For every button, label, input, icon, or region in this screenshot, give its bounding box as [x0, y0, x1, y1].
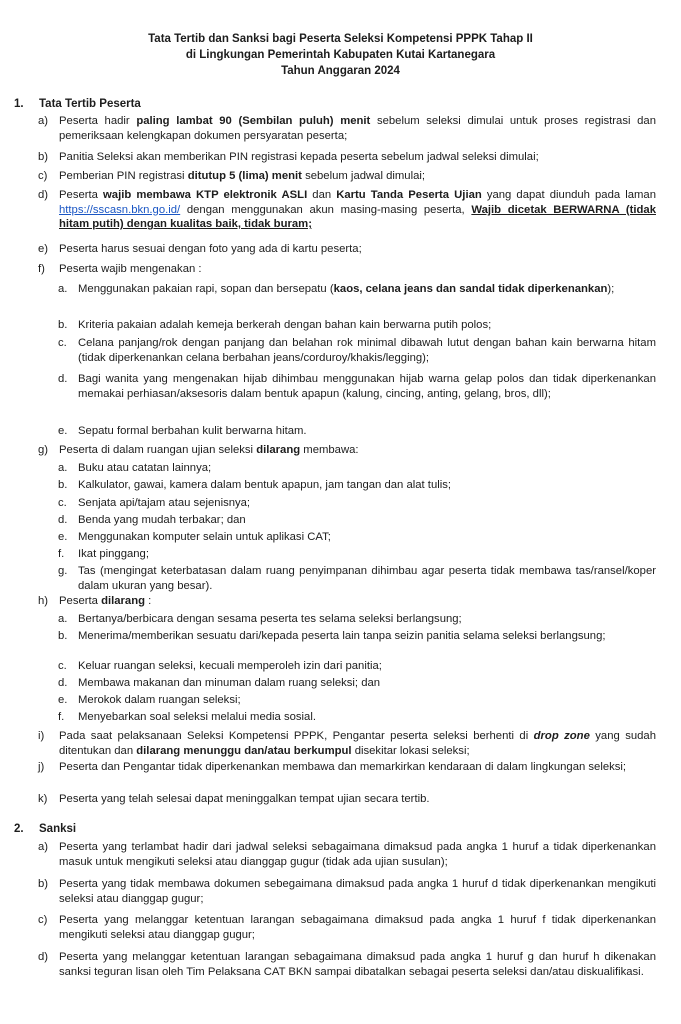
- sanction-2a-label: a): [38, 841, 49, 853]
- rule-1d-text-3: yang dapat diunduh pada laman: [481, 189, 656, 201]
- rule-1h-f: [58, 710, 656, 725]
- sanction-2c-text: Peserta yang melanggar ketentuan larangan sebagaimana dimaksud pada angka 1 huruf f tidak diperkenankan mengikuti seleksi atau dianggap gugur;: [59, 914, 656, 941]
- section-2-number: 2.: [14, 823, 24, 835]
- rule-1f-c-label: c.: [58, 337, 67, 349]
- rule-1f-a-text-1: Menggunakan pakaian rapi, sopan dan bersepatu (: [78, 283, 334, 295]
- rule-1b: [38, 150, 656, 165]
- rule-1f-a: [58, 282, 656, 297]
- sanction-2c: [38, 913, 656, 942]
- rule-1e-label: e): [38, 243, 49, 255]
- rule-1g-g-label: g.: [58, 565, 68, 577]
- rule-1d-text-2: dan: [307, 189, 337, 201]
- rule-1f-c-text: Celana panjang/rok dengan panjang dan belahan rok minimal dibawah lutut dengan bahan kain berwarna hitam (tidak diperkenankan celana berbahan jeans/corduroy/khakis/legging);: [78, 337, 656, 364]
- rule-1g-bold-1: dilarang: [256, 444, 301, 456]
- sanction-2d: [38, 950, 656, 979]
- rule-1g: [38, 443, 656, 458]
- rule-1g-c-text: Senjata api/tajam atau sejenisnya;: [78, 497, 251, 509]
- rule-1g-f: [58, 547, 656, 562]
- rule-1b-text: Panitia Seleksi akan memberikan PIN registrasi kepada peserta sebelum jadwal seleksi dimulai;: [59, 151, 539, 163]
- rule-1h-a-label: a.: [58, 613, 68, 625]
- rule-1g-text-1: Peserta di dalam ruangan ujian seleksi: [59, 444, 257, 456]
- rule-1h-c-text: Keluar ruangan seleksi, kecuali memperoleh izin dari panitia;: [78, 660, 382, 672]
- rule-1f-d: [58, 372, 656, 401]
- rule-1h: [38, 594, 656, 609]
- rule-1f: [38, 262, 656, 277]
- document-title-line-1: Tata Tertib dan Sanksi bagi Peserta Seleksi Kompetensi PPPK Tahap II: [148, 33, 533, 45]
- sanction-2d-label: d): [38, 951, 49, 963]
- sanction-2a: [38, 840, 656, 869]
- rule-1c: [38, 169, 656, 184]
- rule-1f-e-text: Sepatu formal berbahan kulit berwarna hitam.: [78, 425, 307, 437]
- rule-1g-d-text: Benda yang mudah terbakar; dan: [78, 514, 246, 526]
- rule-1h-a-text: Bertanya/berbicara dengan sesama peserta tes selama seleksi berlangsung;: [78, 613, 462, 625]
- rule-1a-label: a): [38, 115, 49, 127]
- rule-1h-b-label: b.: [58, 630, 68, 642]
- rule-1i-text-2: yang sudah ditentukan dan: [59, 730, 656, 757]
- sanction-2c-label: c): [38, 914, 48, 926]
- rule-1f-text: Peserta wajib mengenakan :: [59, 263, 202, 275]
- rule-1g-e-label: e.: [58, 531, 68, 543]
- rule-1h-b: [58, 629, 656, 644]
- rule-1d: [38, 188, 656, 232]
- rule-1a-text-1: Peserta hadir: [59, 115, 137, 127]
- rule-1g-b-text: Kalkulator, gawai, kamera dalam bentuk apapun, jam tangan dan alat tulis;: [78, 479, 452, 491]
- rule-1h-c: [58, 659, 656, 674]
- rule-1j-label: j): [38, 761, 45, 773]
- rule-1g-g-text: Tas (mengingat keterbatasan dalam ruang penyimpanan dihimbau agar peserta tidak membawa tas/ransel/koper dalam ukuran yang besar).: [78, 565, 656, 592]
- rule-1i: [38, 729, 656, 758]
- rule-1h-e-text: Merokok dalam ruangan seleksi;: [78, 694, 241, 706]
- rule-1c-label: c): [38, 170, 48, 182]
- rule-1g-c-label: c.: [58, 497, 67, 509]
- rule-1e: [38, 242, 656, 257]
- rule-1d-bold-1: wajib membawa KTP elektronik ASLI: [103, 189, 308, 201]
- rule-1g-label: g): [38, 444, 49, 456]
- sanction-2b-text: Peserta yang tidak membawa dokumen sebegaimana dimaksud pada angka 1 huruf d tidak diperkenankan mengikuti seleksi atau dianggap gugur;: [59, 878, 656, 905]
- rule-1f-d-label: d.: [58, 373, 68, 385]
- rule-1k: [38, 792, 656, 807]
- rule-1g-g: [58, 564, 656, 593]
- rule-1h-d: [58, 676, 656, 691]
- section-2-heading: [14, 822, 76, 837]
- sscasn-link[interactable]: https://sscasn.bkn.go.id/: [59, 203, 181, 216]
- rule-1h-e: [58, 693, 656, 708]
- rule-1g-f-text: Ikat pinggang;: [78, 548, 149, 560]
- rule-1d-label: d): [38, 189, 49, 201]
- rule-1i-text-3: disekitar lokasi seleksi;: [351, 744, 470, 757]
- rule-1h-e-label: e.: [58, 694, 68, 706]
- section-2-title: Sanksi: [39, 823, 77, 835]
- rule-1f-a-text-2: );: [607, 283, 615, 295]
- rule-1i-text-1: Pada saat pelaksanaan Seleksi Kompetensi PPPK, Pengantar peserta seleksi berhenti di: [59, 730, 534, 742]
- rule-1g-a-label: a.: [58, 462, 68, 474]
- rule-1h-a: [58, 612, 656, 627]
- rule-1f-a-label: a.: [58, 283, 68, 295]
- section-1-title: Tata Tertib Peserta: [39, 98, 141, 110]
- rule-1g-b-label: b.: [58, 479, 68, 491]
- rule-1h-label: h): [38, 595, 49, 607]
- document-title-line-3: Tahun Anggaran 2024: [281, 65, 400, 77]
- rule-1g-a: [58, 461, 656, 476]
- rule-1c-text-2: sebelum jadwal dimulai;: [301, 170, 426, 182]
- rule-1j-text: Peserta dan Pengantar tidak diperkenankan membawa dan memarkirkan kendaraan di dalam lingkungan seleksi;: [59, 761, 627, 773]
- rule-1f-d-text: Bagi wanita yang mengenakan hijab dihimbau menggunakan hijab warna gelap polos dan tidak diperkenankan memakai perhiasan/aksesoris dalam bentuk apapun (kalung, cincing, anting, gelang, bros, dll);: [78, 373, 656, 400]
- rule-1g-d: [58, 513, 656, 528]
- section-1-heading: [14, 97, 141, 112]
- rule-1d-text-1: Peserta: [59, 189, 103, 201]
- rule-1f-e: [58, 424, 656, 439]
- rule-1d-bold-2: Kartu Tanda Peserta Ujian: [336, 189, 482, 201]
- rule-1c-bold-1: ditutup 5 (lima) menit: [187, 170, 302, 182]
- rule-1a: [38, 114, 656, 143]
- sanction-2b: [38, 877, 656, 906]
- rule-1d-bold-3: Wajib dicetak BERWARNA (tidak hitam putih) dengan kualitas baik, tidak buram;: [59, 203, 656, 231]
- rule-1h-text-1: Peserta: [59, 595, 102, 607]
- rule-1h-f-text: Menyebarkan soal seleksi melalui media sosial.: [78, 711, 316, 723]
- rule-1g-f-label: f.: [58, 548, 65, 560]
- section-1-number: 1.: [14, 98, 24, 110]
- sanction-2b-label: b): [38, 878, 49, 890]
- rule-1h-text-2: :: [145, 595, 152, 607]
- rule-1c-text-1: Pemberian PIN registrasi: [59, 170, 188, 182]
- rule-1h-d-text: Membawa makanan dan minuman dalam ruang seleksi; dan: [78, 677, 381, 689]
- rule-1d-text-4: dengan menggunakan akun masing-masing peserta,: [180, 203, 472, 216]
- rule-1h-b-text: Menerima/memberikan sesuatu dari/kepada peserta lain tanpa seizin panitia selama seleksi berlangsung;: [78, 630, 606, 642]
- rule-1g-e: [58, 530, 656, 545]
- rule-1i-bold-1: dilarang menunggu dan/atau berkumpul: [136, 744, 352, 757]
- rule-1f-c: [58, 336, 656, 365]
- document-title-line-2: di Lingkungan Pemerintah Kabupaten Kutai Kartanegara: [185, 49, 496, 61]
- rule-1k-label: k): [38, 793, 48, 805]
- rule-1h-bold-1: dilarang: [101, 595, 146, 607]
- rule-1g-text-2: membawa:: [300, 444, 359, 456]
- rule-1h-f-label: f.: [58, 711, 65, 723]
- rule-1g-b: [58, 478, 656, 493]
- rule-1a-bold-1: paling lambat 90 (Sembilan puluh) menit: [136, 115, 371, 127]
- rule-1h-d-label: d.: [58, 677, 68, 689]
- rule-1f-label: f): [38, 263, 45, 275]
- rule-1j: [38, 760, 656, 775]
- rule-1e-text: Peserta harus sesuai dengan foto yang ada di kartu peserta;: [59, 243, 362, 255]
- rule-1f-e-label: e.: [58, 425, 68, 437]
- rule-1k-text: Peserta yang telah selesai dapat meninggalkan tempat ujian secara tertib.: [59, 793, 430, 805]
- rule-1i-bold-italic-1: drop zone: [533, 730, 590, 742]
- rule-1g-a-text: Buku atau catatan lainnya;: [78, 462, 212, 474]
- rule-1g-e-text: Menggunakan komputer selain untuk aplikasi CAT;: [78, 531, 331, 543]
- rule-1f-b-label: b.: [58, 319, 68, 331]
- rule-1h-c-label: c.: [58, 660, 67, 672]
- rule-1f-a-bold-1: kaos, celana jeans dan sandal tidak diperkenankan: [333, 283, 608, 295]
- rule-1g-c: [58, 496, 656, 511]
- rule-1g-d-label: d.: [58, 514, 68, 526]
- rule-1b-label: b): [38, 151, 49, 163]
- rule-1a-text-2: sebelum seleksi dimulai untuk proses registrasi dan pemeriksaan kelengkapan dokumen persyaratan peserta;: [59, 115, 656, 142]
- sanction-2d-text: Peserta yang melanggar ketentuan larangan sebagaimana dimaksud pada angka 1 huruf g dan huruf h dikenakan sanksi teguran lisan oleh Tim Pelaksana CAT BKN sampai dibatalkan sebagai peserta seleksi dan/atau diskualifikasi.: [59, 951, 656, 978]
- rule-1f-b: [58, 318, 656, 333]
- sanction-2a-text: Peserta yang terlambat hadir dari jadwal seleksi sebagaimana dimaksud pada angka 1 huruf a tidak diperkenankan masuk untuk mengikuti seleksi atau dianggap gugur (tidak ada ujian susulan);: [59, 841, 656, 868]
- rule-1f-b-text: Kriteria pakaian adalah kemeja berkerah dengan bahan kain berwarna putih polos;: [78, 319, 492, 331]
- rule-1i-label: i): [38, 730, 45, 742]
